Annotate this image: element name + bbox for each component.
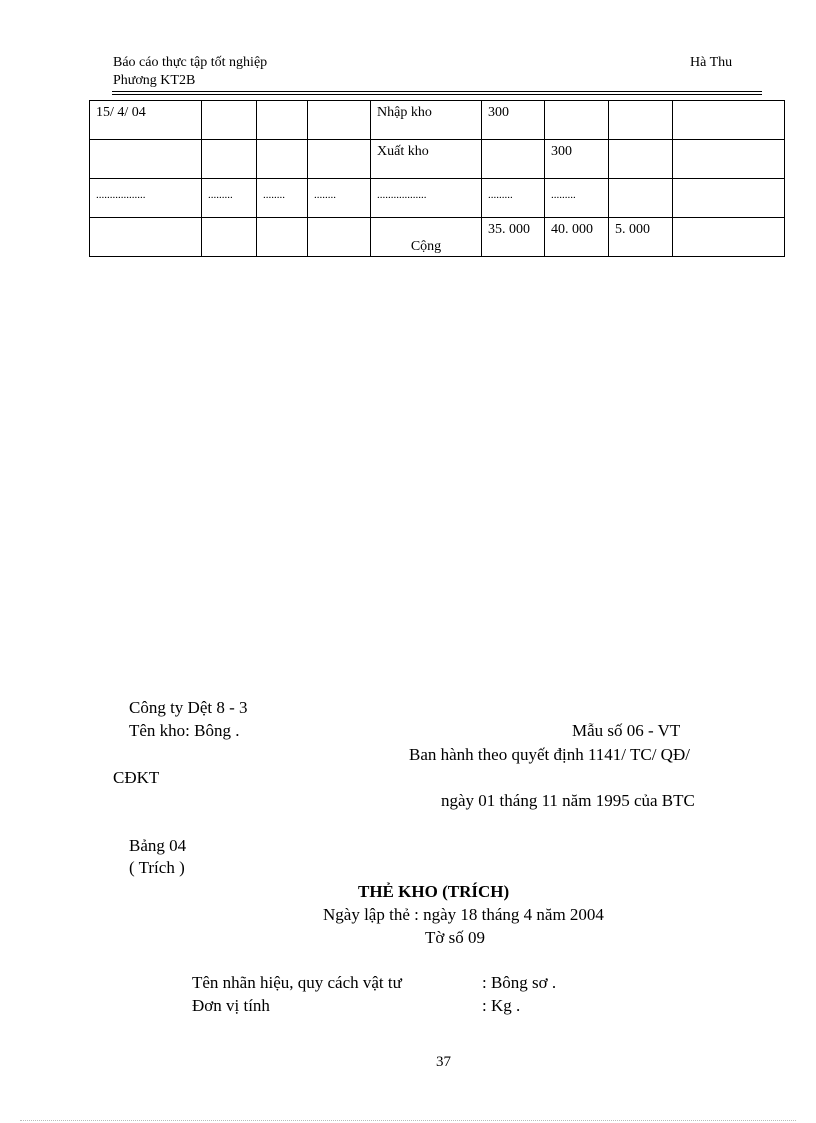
cell-import: 300 xyxy=(482,101,545,140)
cell xyxy=(308,101,371,140)
cell-date: .................. xyxy=(90,179,202,218)
cell-note xyxy=(673,179,785,218)
table-number: Bảng 04 xyxy=(129,836,187,855)
card-title: THẺ KHO (TRÍCH) xyxy=(358,882,510,901)
page-bottom-divider xyxy=(20,1120,796,1121)
cell-balance xyxy=(609,179,673,218)
cell: ......... xyxy=(202,179,257,218)
warehouse-name: Tên kho: Bông . xyxy=(129,721,240,740)
cell xyxy=(257,101,308,140)
cell-export: 300 xyxy=(545,140,609,179)
cell-description: .................. xyxy=(371,179,482,218)
cell-total-label: Cộng xyxy=(371,218,482,257)
table-note: ( Trích ) xyxy=(129,858,185,877)
item-unit-value: : Kg . xyxy=(482,996,521,1015)
header-rule-bottom xyxy=(112,94,762,95)
cell xyxy=(308,140,371,179)
cell-total-balance: 5. 000 xyxy=(609,218,673,257)
cell xyxy=(202,218,257,257)
card-sheet-number: Tờ số 09 xyxy=(425,928,485,947)
cell xyxy=(202,101,257,140)
cell-import xyxy=(482,140,545,179)
table-row xyxy=(90,101,785,140)
cell-date xyxy=(90,218,202,257)
cell xyxy=(257,140,308,179)
ledger-table xyxy=(89,100,785,257)
item-unit-label: Đơn vị tính xyxy=(192,996,270,1015)
header-author: Hà Thu xyxy=(690,55,733,70)
cell: ........ xyxy=(308,179,371,218)
table-row xyxy=(90,179,785,218)
header-report-title: Báo cáo thực tập tốt nghiệp xyxy=(113,55,268,70)
cell-balance xyxy=(609,101,673,140)
cell-description: Nhập kho xyxy=(371,101,482,140)
cell xyxy=(308,218,371,257)
table-row xyxy=(90,140,785,179)
cell-date xyxy=(90,140,202,179)
item-spec-value: : Bông sơ . xyxy=(482,973,557,992)
form-number: Mẫu số 06 - VT xyxy=(572,721,681,740)
cell-note xyxy=(673,101,785,140)
cell-total-export: 40. 000 xyxy=(545,218,609,257)
header-class: Phương KT2B xyxy=(113,73,196,88)
page-number: 37 xyxy=(436,1054,451,1070)
card-date: Ngày lập thẻ : ngày 18 tháng 4 năm 2004 xyxy=(323,905,604,924)
cell-note xyxy=(673,218,785,257)
cell-export: ......... xyxy=(545,179,609,218)
cell-note xyxy=(673,140,785,179)
item-spec-label: Tên nhãn hiệu, quy cách vật tư xyxy=(192,973,402,992)
decision-line-continued: CĐKT xyxy=(113,768,160,787)
cell: ........ xyxy=(257,179,308,218)
decision-date: ngày 01 tháng 11 năm 1995 của BTC xyxy=(441,791,695,810)
header-rule-top xyxy=(112,91,762,92)
cell xyxy=(257,218,308,257)
cell-description: Xuất kho xyxy=(371,140,482,179)
company-name: Công ty Dệt 8 - 3 xyxy=(129,698,248,717)
cell-import: ......... xyxy=(482,179,545,218)
cell-export xyxy=(545,101,609,140)
cell-balance xyxy=(609,140,673,179)
cell-date: 15/ 4/ 04 xyxy=(90,101,202,140)
cell-total-import: 35. 000 xyxy=(482,218,545,257)
decision-line: Ban hành theo quyết định 1141/ TC/ QĐ/ xyxy=(409,745,690,764)
table-row xyxy=(90,218,785,257)
cell xyxy=(202,140,257,179)
